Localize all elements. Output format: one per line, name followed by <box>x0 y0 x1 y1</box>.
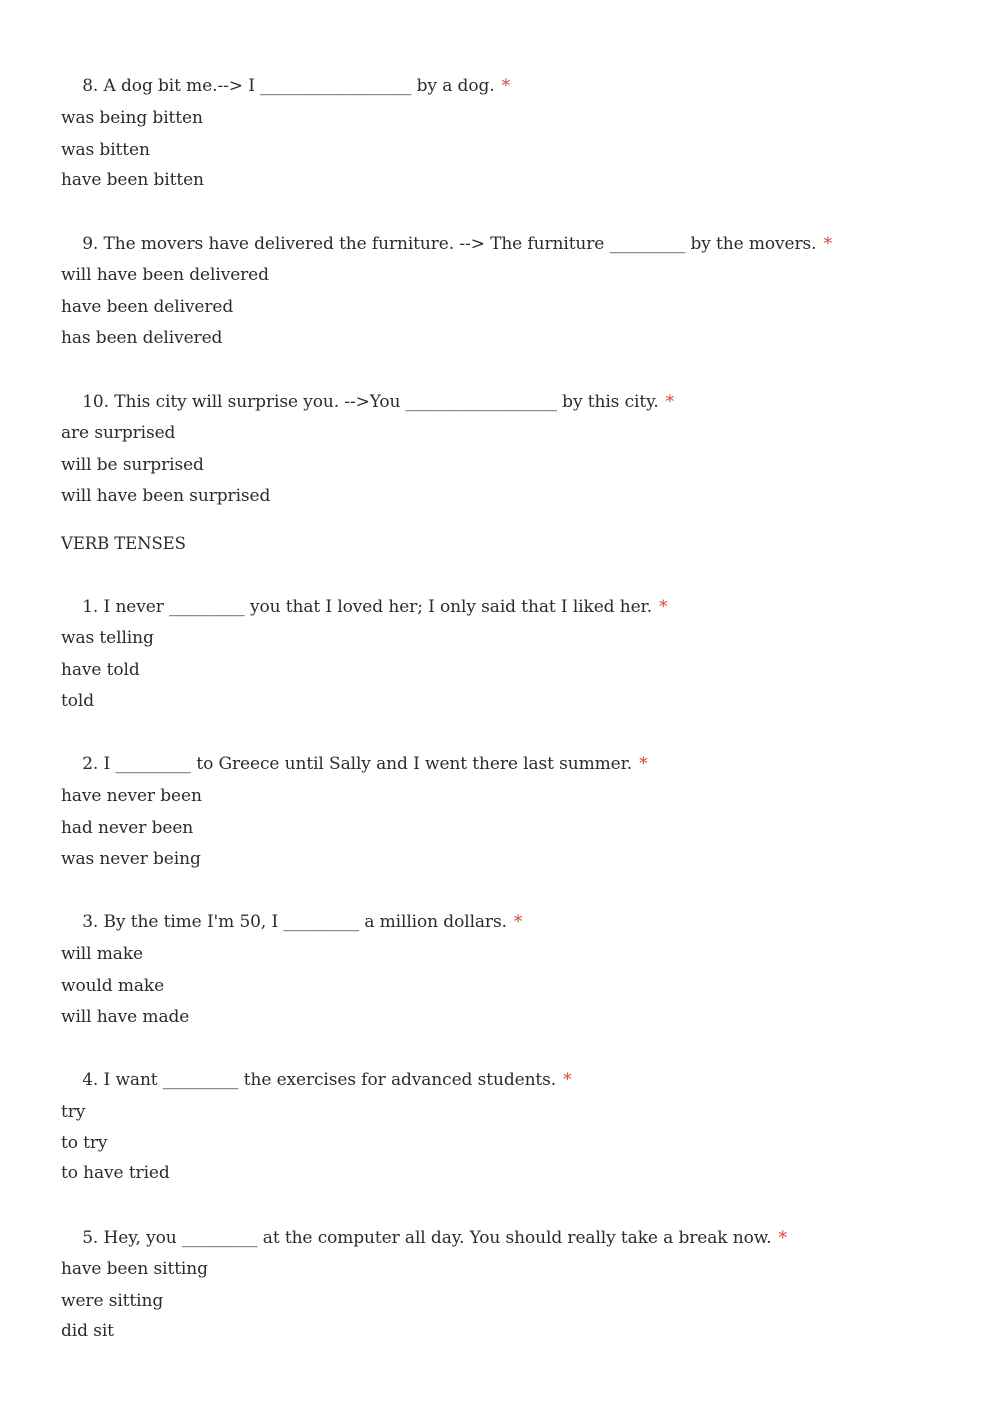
section-heading-verb-tenses: VERB TENSES <box>61 534 186 553</box>
required-marker: * <box>513 912 523 932</box>
question-8-option-3[interactable]: have been bitten <box>61 170 204 190</box>
tenses-question-4-text: 4. I want _________ the exercises for advanced students. <box>82 1070 557 1090</box>
tenses-question-2-option-1[interactable]: have never been <box>61 786 202 806</box>
tenses-question-3-option-1[interactable]: will make <box>61 944 143 964</box>
required-marker: * <box>501 76 510 96</box>
tenses-question-1-option-3[interactable]: told <box>61 691 94 711</box>
tenses-question-3 <box>61 897 522 948</box>
tenses-question-5-option-1[interactable]: have been sitting <box>61 1259 208 1279</box>
required-marker: * <box>823 234 832 254</box>
tenses-question-2 <box>61 739 648 790</box>
tenses-question-1 <box>61 582 667 633</box>
question-10-text: 10. This city will surprise you. -->You __________________ by this city. <box>82 392 659 412</box>
tenses-question-2-text: 2. I _________ to Greece until Sally and I went there last summer. <box>82 754 633 774</box>
question-9-text: 9. The movers have delivered the furniture. --> The furniture _________ by the movers. <box>82 234 817 254</box>
question-10 <box>61 377 674 428</box>
tenses-question-1-option-1[interactable]: was telling <box>61 628 154 648</box>
required-marker: * <box>639 754 648 774</box>
tenses-question-5 <box>61 1213 787 1264</box>
question-9-option-3[interactable]: has been delivered <box>61 328 223 348</box>
question-9-option-1[interactable]: will have been delivered <box>61 265 269 285</box>
question-9 <box>61 219 832 270</box>
tenses-question-3-text: 3. By the time I'm 50, I _________ a million dollars. <box>82 912 507 932</box>
question-10-option-1[interactable]: are surprised <box>61 423 176 443</box>
tenses-question-4-option-3[interactable]: to have tried <box>61 1163 170 1183</box>
question-10-option-3[interactable]: will have been surprised <box>61 486 271 506</box>
tenses-question-1-option-2[interactable]: have told <box>61 660 140 680</box>
tenses-question-2-option-3[interactable]: was never being <box>61 849 201 869</box>
tenses-question-5-option-3[interactable]: did sit <box>61 1321 114 1341</box>
tenses-question-1-text: 1. I never _________ you that I loved her; I only said that I liked her. <box>82 597 653 617</box>
tenses-question-5-text: 5. Hey, you _________ at the computer all day. You should really take a break now. <box>82 1228 772 1248</box>
question-8-option-2[interactable]: was bitten <box>61 140 150 160</box>
question-9-option-2[interactable]: have been delivered <box>61 297 234 317</box>
tenses-question-3-option-3[interactable]: will have made <box>61 1007 190 1027</box>
required-marker: * <box>563 1070 572 1090</box>
question-8-text: 8. A dog bit me.--> I __________________ by a dog. <box>82 76 495 96</box>
tenses-question-5-option-2[interactable]: were sitting <box>61 1291 164 1311</box>
tenses-question-4-option-2[interactable]: to try <box>61 1133 108 1153</box>
tenses-question-4-option-1[interactable]: try <box>61 1102 86 1122</box>
question-8-option-1[interactable]: was being bitten <box>61 108 203 128</box>
required-marker: * <box>778 1228 787 1248</box>
tenses-question-3-option-2[interactable]: would make <box>61 976 165 996</box>
question-10-option-2[interactable]: will be surprised <box>61 455 204 475</box>
tenses-question-2-option-2[interactable]: had never been <box>61 818 194 838</box>
required-marker: * <box>665 392 675 412</box>
tenses-question-4 <box>61 1055 571 1106</box>
question-8 <box>61 61 510 112</box>
required-marker: * <box>659 597 668 617</box>
